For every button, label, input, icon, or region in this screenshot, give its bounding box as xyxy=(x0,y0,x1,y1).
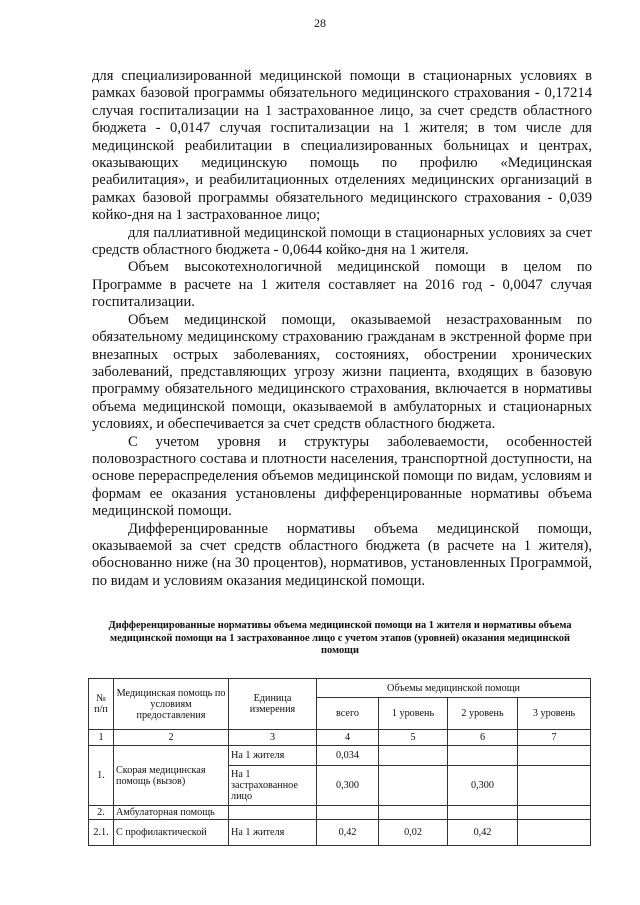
col-number: 1 xyxy=(89,730,114,746)
paragraph: Объем высокотехнологичной медицинской помощи в целом по Программе в расчете на 1 жителя составляет на 2016 год - 0,0047 случая госпитализации. xyxy=(92,259,592,311)
row-total: 0,42 xyxy=(317,820,379,846)
row-level2 xyxy=(448,746,518,766)
row-unit: На 1 застрахованное лицо xyxy=(229,766,317,806)
col-number: 4 xyxy=(317,730,379,746)
header-total: всего xyxy=(317,698,379,730)
paragraph: Дифференцированные нормативы объема медицинской помощи, оказываемой за счет средств областного бюджета (в расчете на 1 жителя), обоснованно ниже (на 30 процентов), нормативов, установленных Программой, по видам и условиям оказания медицинской помощи. xyxy=(92,520,592,589)
row-level1 xyxy=(379,766,448,806)
header-volumes: Объемы медицинской помощи xyxy=(317,679,591,698)
row-level3 xyxy=(518,766,591,806)
col-number: 7 xyxy=(518,730,591,746)
row-type: С профилактической xyxy=(114,820,229,846)
col-number: 2 xyxy=(114,730,229,746)
page-number: 28 xyxy=(314,16,326,30)
row-level2: 0,300 xyxy=(448,766,518,806)
row-level1: 0,02 xyxy=(379,820,448,846)
row-total: 0,300 xyxy=(317,766,379,806)
row-total: 0,034 xyxy=(317,746,379,766)
col-number: 5 xyxy=(379,730,448,746)
row-level3 xyxy=(518,820,591,846)
row-total xyxy=(317,806,379,820)
row-unit xyxy=(229,806,317,820)
paragraph: для паллиативной медицинской помощи в стационарных условиях за счет средств областного бюджета - 0,0644 койко-дня на 1 жителя. xyxy=(92,224,592,259)
col-number: 6 xyxy=(448,730,518,746)
row-num: 2.1. xyxy=(89,820,114,846)
header-num: № п/п xyxy=(89,679,114,730)
row-type: Скорая медицинская помощь (вызов) xyxy=(114,746,229,806)
row-level1 xyxy=(379,746,448,766)
table-title: Дифференцированные нормативы объема медицинской помощи на 1 жителя и нормативы объема медицинской помощи на 1 застрахованное лицо с учетом этапов (уровней) оказания медицинской помощи xyxy=(108,620,572,656)
row-level3 xyxy=(518,746,591,766)
row-level2: 0,42 xyxy=(448,820,518,846)
table-row xyxy=(89,746,591,766)
column-number-row xyxy=(89,730,591,746)
header-unit: Единица измерения xyxy=(229,679,317,730)
row-level1 xyxy=(379,806,448,820)
body-text xyxy=(92,68,592,590)
header-level1: 1 уровень xyxy=(379,698,448,730)
col-number: 3 xyxy=(229,730,317,746)
row-num: 2. xyxy=(89,806,114,820)
row-level3 xyxy=(518,806,591,820)
row-type: Амбулаторная помощь xyxy=(114,806,229,820)
norms-table xyxy=(88,678,591,846)
paragraph: Объем медицинской помощи, оказываемой незастрахованным по обязательному медицинскому страхованию гражданам в экстренной форме при внезапных острых заболеваниях, состояниях, обострении хронических заболеваний, представляющих угрозу жизни пациента, входящих в базовую программу обязательного медицинского страхования, включается в нормативы объема медицинской помощи, оказываемой в амбулаторных и стационарных условиях, и обеспечивается за счет средств областного бюджета. xyxy=(92,311,592,433)
table-row xyxy=(89,806,591,820)
table-row xyxy=(89,820,591,846)
header-level3: 3 уровень xyxy=(518,698,591,730)
row-level2 xyxy=(448,806,518,820)
row-unit: На 1 жителя xyxy=(229,820,317,846)
header-level2: 2 уровень xyxy=(448,698,518,730)
header-type: Медицинская помощь по условиям предоставления xyxy=(114,679,229,730)
row-num: 1. xyxy=(89,746,114,806)
paragraph: для специализированной медицинской помощи в стационарных условиях в рамках базовой программы обязательного медицинского страхования - 0,17214 случая госпитализации на 1 застрахованное лицо, за счет средств областного бюджета - 0,0147 случая госпитализации на 1 жителя; в том числе для медицинской реабилитации в специализированных больницах и центрах, оказывающих медицинскую помощь по профилю «Медицинская реабилитация», и реабилитационных отделениях медицинских организаций в рамках базовой программы обязательного медицинского страхования - 0,039 койко-дня на 1 застрахованное лицо; xyxy=(92,68,592,224)
paragraph: С учетом уровня и структуры заболеваемости, особенностей половозрастного состава и плотности населения, транспортной доступности, на основе перераспределения объемов медицинской помощи по видам, условиям и формам ее оказания установлены дифференцированные нормативы объема медицинской помощи. xyxy=(92,433,592,520)
row-unit: На 1 жителя xyxy=(229,746,317,766)
